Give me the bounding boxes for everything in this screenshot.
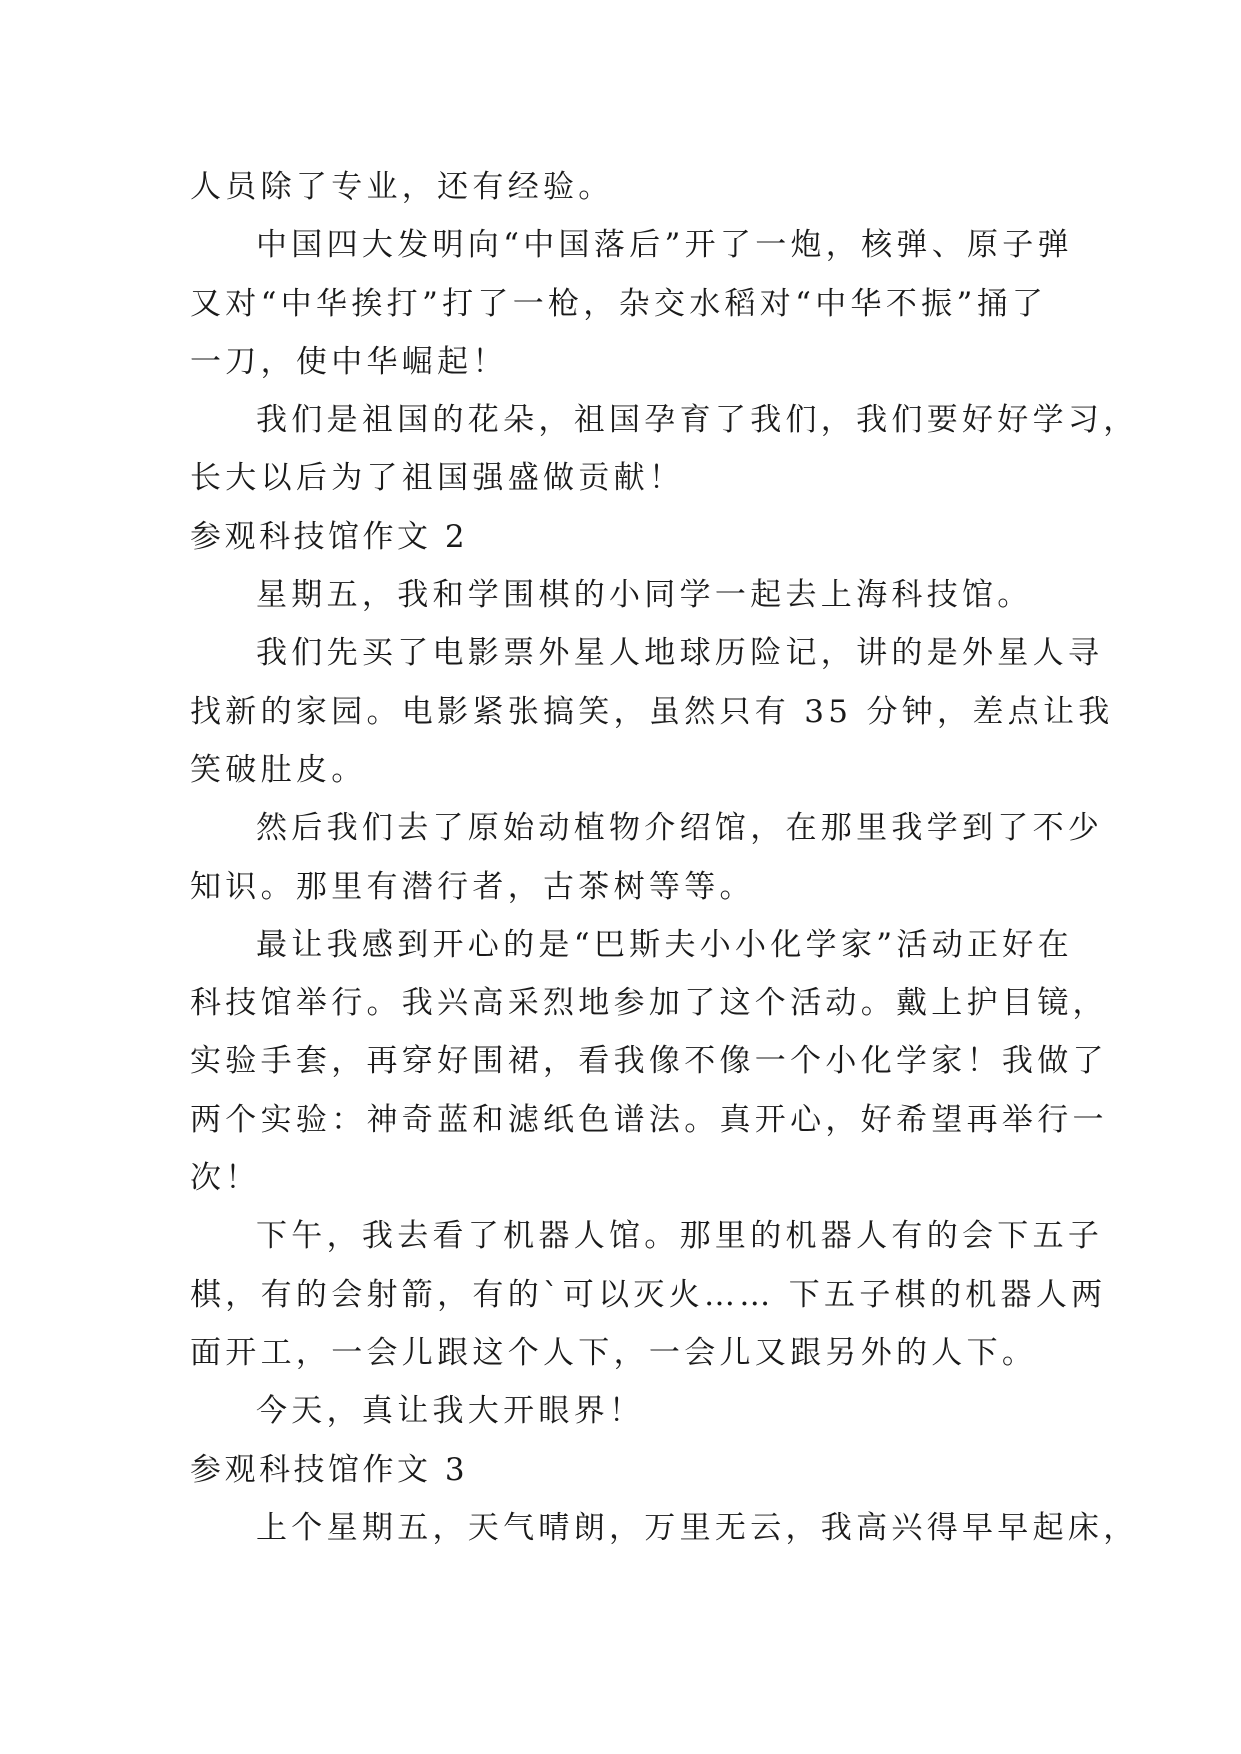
paragraph-line: 实验手套，再穿好围裙，看我像不像一个小化学家！我做了 — [190, 1043, 1108, 1080]
paragraph-line: 棋，有的会射箭，有的`可以灭火…… 下五子棋的机器人两 — [190, 1276, 1107, 1313]
paragraph-line: 找新的家园。电影紧张搞笑，虽然只有 35 分钟，差点让我 — [190, 693, 1114, 730]
paragraph-line: 一刀，使中华崛起！ — [190, 343, 508, 380]
paragraph-line: 中国四大发明向“中国落后”开了一炮，核弹、原子弹 — [256, 227, 1073, 264]
paragraph-line: 今天，真让我大开眼界！ — [256, 1393, 645, 1430]
essay-title: 参观科技馆作文 2 — [190, 518, 469, 555]
paragraph-line: 人员除了专业，还有经验。 — [190, 169, 614, 205]
essay-title: 参观科技馆作文 3 — [190, 1451, 469, 1488]
paragraph-line: 知识。那里有潜行者，古茶树等等。 — [190, 868, 755, 905]
paragraph-line: 最让我感到开心的是“巴斯夫小小化学家”活动正好在 — [256, 926, 1073, 963]
paragraph-line: 我们是祖国的花朵，祖国孕育了我们，我们要好好学习， — [256, 402, 1139, 439]
paragraph-line: 下午，我去看了机器人馆。那里的机器人有的会下五子 — [256, 1218, 1104, 1255]
paragraph-line: 笑破肚皮。 — [190, 751, 367, 788]
paragraph-line: 上个星期五，天气晴朗，万里无云，我高兴得早早起床， — [256, 1509, 1139, 1546]
paragraph-line: 长大以后为了祖国强盛做贡献！ — [190, 460, 685, 497]
paragraph-line: 又对“中华挨打”打了一枪，杂交水稻对“中华不振”捅了 — [190, 285, 1048, 322]
paragraph-line: 面开工，一会儿跟这个人下，一会儿又跟另外的人下。 — [190, 1334, 1038, 1371]
document-body — [190, 158, 1139, 1557]
paragraph-line: 两个实验：神奇蓝和滤纸色谱法。真开心，好希望再举行一 — [190, 1101, 1108, 1138]
paragraph-line: 次！ — [190, 1160, 261, 1197]
paragraph-line: 科技馆举行。我兴高采烈地参加了这个活动。戴上护目镜， — [190, 985, 1108, 1022]
paragraph-line: 然后我们去了原始动植物介绍馆，在那里我学到了不少 — [256, 810, 1104, 847]
paragraph-line: 星期五，我和学围棋的小同学一起去上海科技馆。 — [256, 577, 1033, 614]
paragraph-line: 我们先买了电影票外星人地球历险记，讲的是外星人寻 — [256, 635, 1104, 672]
